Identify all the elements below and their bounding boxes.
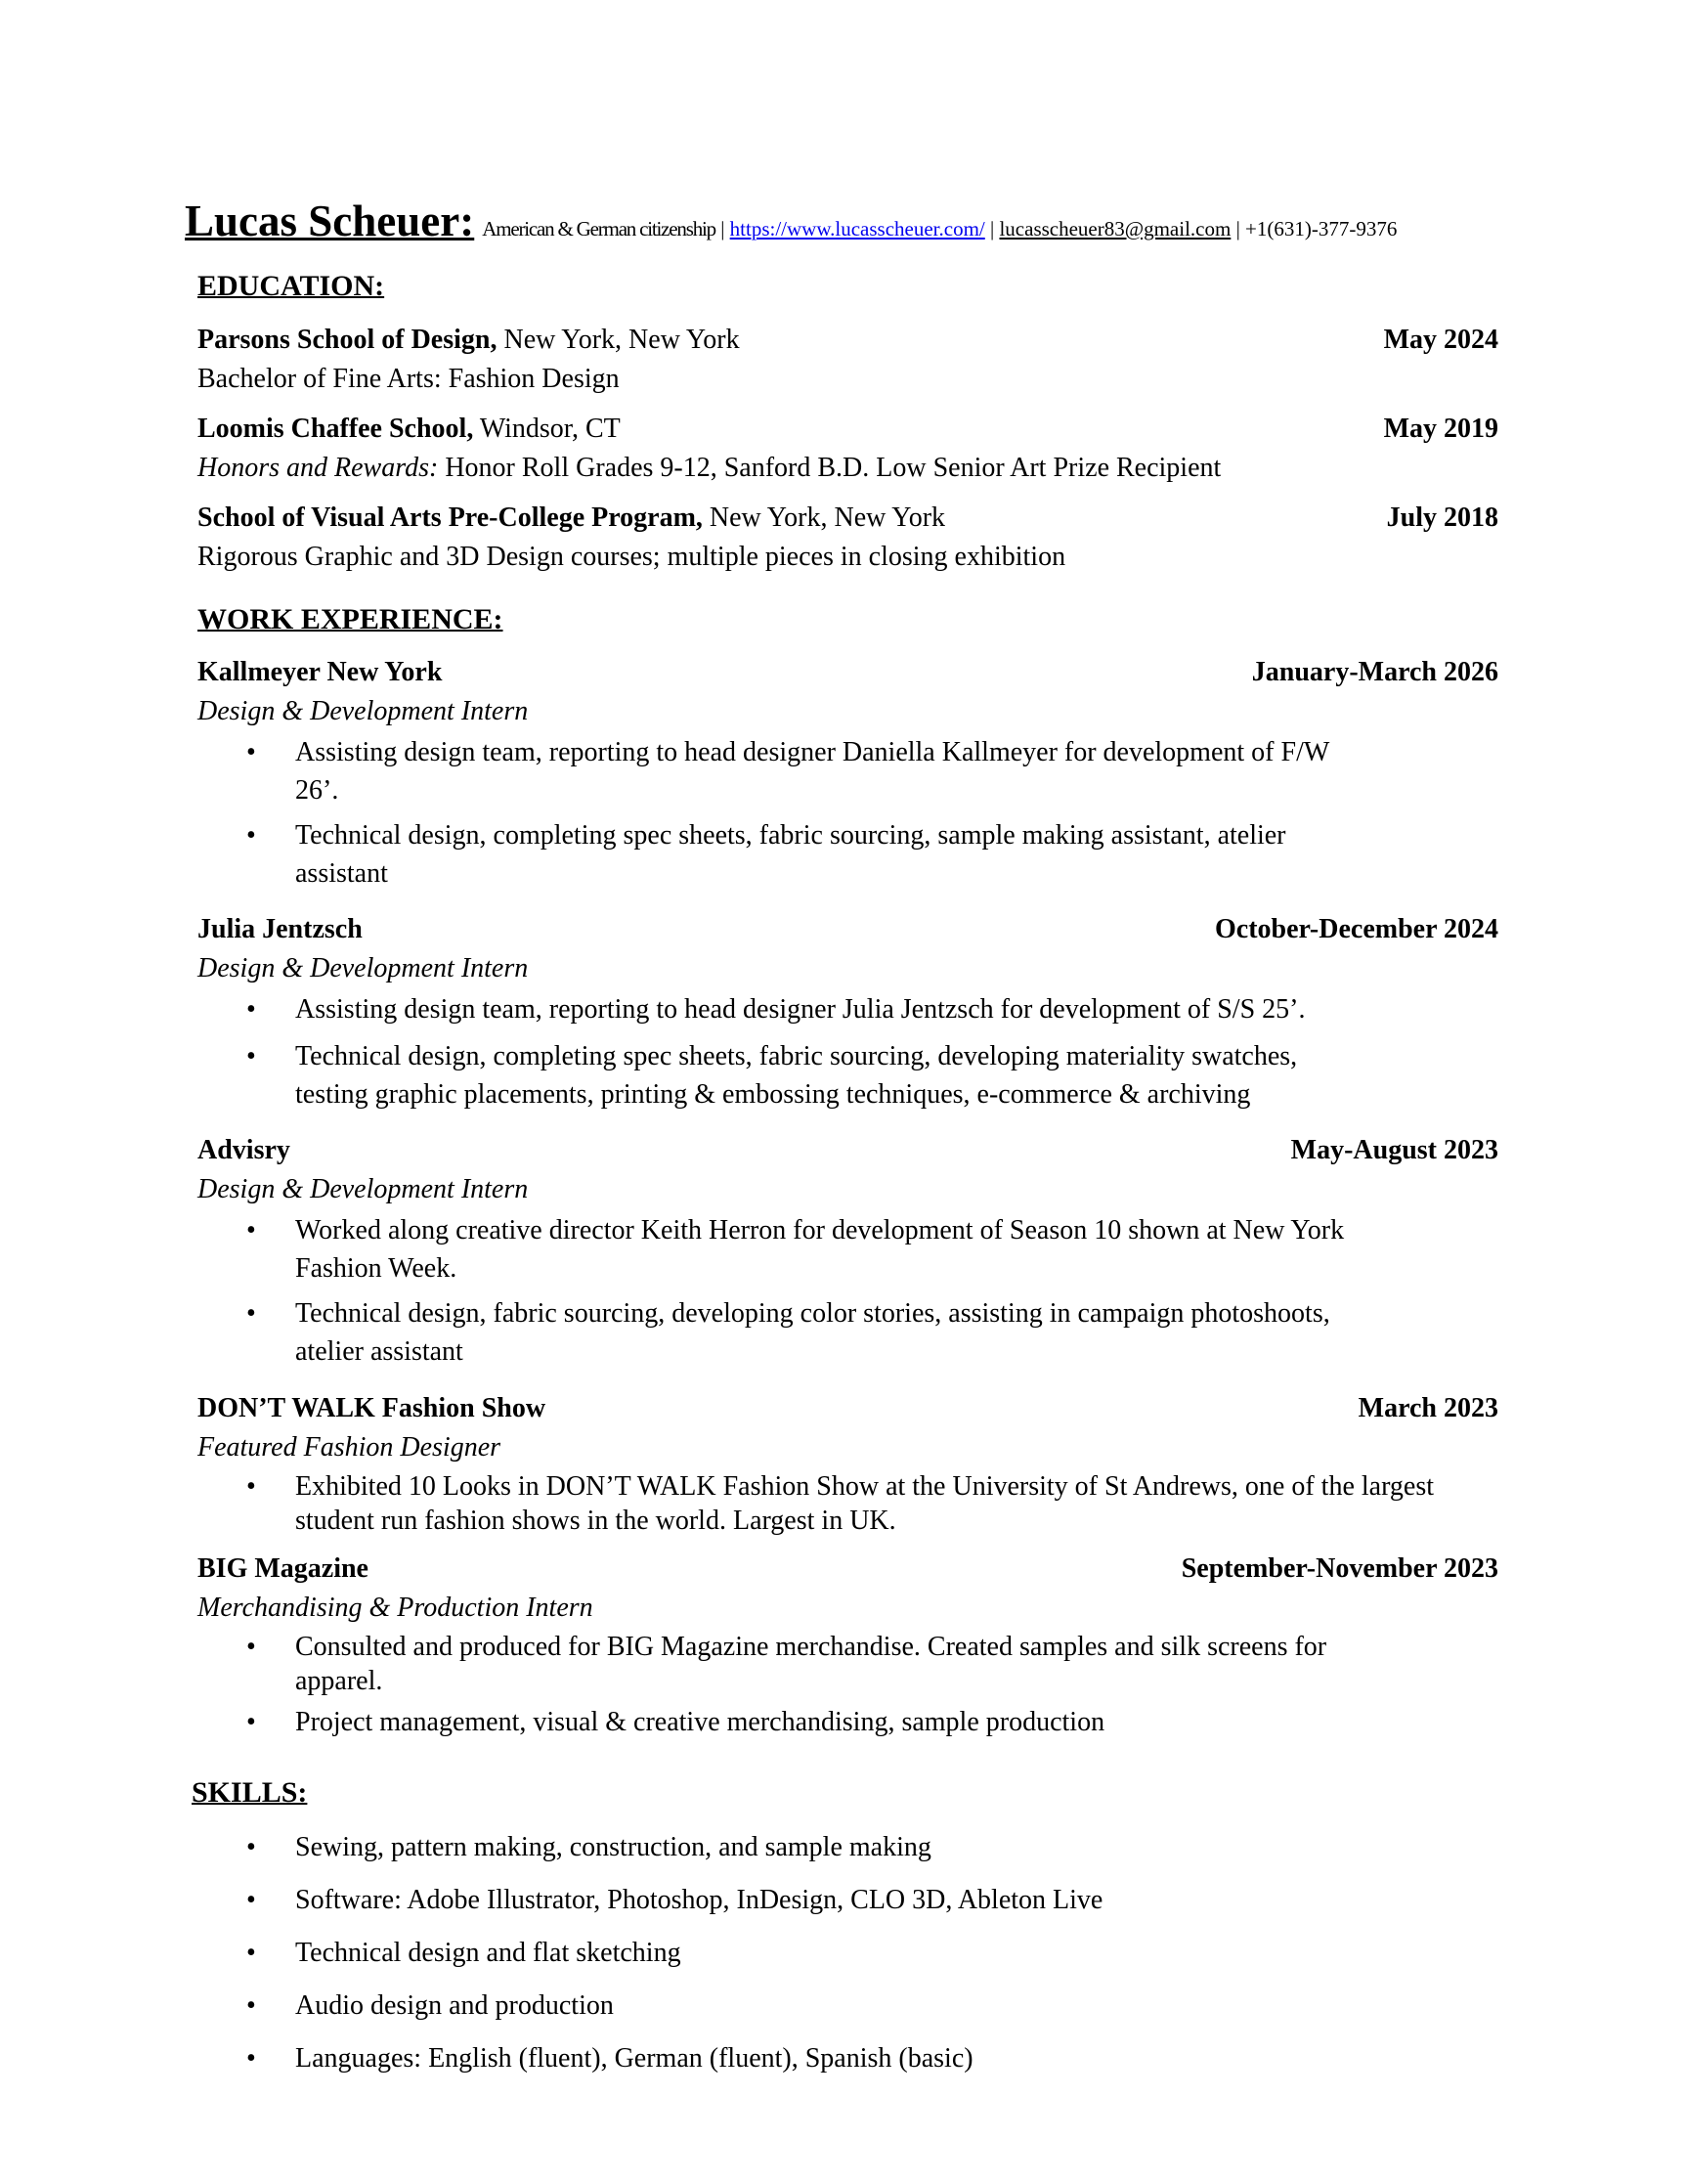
citizenship: American & German citizenship: [482, 217, 715, 240]
school-name: Parsons School of Design,: [197, 325, 497, 355]
work-experience-heading: WORK EXPERIENCE:: [197, 603, 503, 635]
candidate-name: Lucas Scheuer:: [185, 197, 475, 245]
bullet-icon: •: [246, 1990, 256, 2021]
education-item: [197, 410, 1498, 488]
job-role: Merchandising & Production Intern: [197, 1593, 593, 1623]
education-date: May 2024: [1383, 325, 1498, 355]
job-role: Design & Development Intern: [197, 1174, 529, 1204]
separator: |: [714, 217, 730, 240]
job-bullet: • Worked along creative director Keith Herron for development of Season 10 shown at New York Fashion Week.: [197, 1211, 1498, 1288]
job-role: Featured Fashion Designer: [197, 1432, 501, 1463]
company-name: Kallmeyer New York: [197, 657, 443, 687]
separator: |: [984, 217, 1000, 240]
education-detail: Rigorous Graphic and 3D Design courses; multiple pieces in closing exhibition: [197, 542, 1066, 572]
bullet-icon: •: [246, 1471, 256, 1502]
separator: |: [1231, 217, 1246, 240]
job-bullet: • Assisting design team, reporting to head designer Julia Jentzsch for development of S/S 25’.: [197, 990, 1498, 1028]
education-item: [197, 499, 1498, 577]
job-bullet: • Technical design, completing spec sheets, fabric sourcing, developing materiality swatches, testing graphic placements, printing & embossing techniques, e-commerce & archiving: [197, 1037, 1498, 1114]
job-bullet: • Consulted and produced for BIG Magazine merchandise. Created samples and silk screens for apparel.: [246, 1632, 1327, 1696]
phone-number: +1(631)-377-9376: [1245, 217, 1398, 240]
skill-item: • Languages: English (fluent), German (fluent), Spanish (basic): [197, 2039, 1498, 2077]
job-entry: [197, 1131, 1498, 1371]
job-bullet: • Technical design, fabric sourcing, developing color stories, assisting in campaign photoshoots, atelier assistant: [197, 1294, 1498, 1371]
job-bullet: • Exhibited 10 Looks in DON’T WALK Fashion Show at the University of St Andrews, one of the largest student run fashion shows in the world. Largest in UK.: [246, 1471, 1434, 1536]
education-item: [197, 321, 1498, 399]
contact-line: [482, 217, 1397, 240]
resume-header: [185, 196, 1397, 246]
job-date: September-November 2023: [1181, 1553, 1498, 1584]
job-bullet: • Assisting design team, reporting to head designer Daniella Kallmeyer for development of F/W 26’.: [197, 733, 1498, 809]
company-name: Julia Jentzsch: [197, 914, 363, 944]
website-link[interactable]: https://www.lucasscheuer.com/: [729, 217, 985, 240]
bullet-icon: •: [246, 1298, 256, 1329]
job-entry: [197, 653, 1498, 893]
skills-heading: SKILLS:: [192, 1776, 308, 1809]
job-bullet: • Project management, visual & creative merchandising, sample production: [246, 1707, 1105, 1737]
skill-item: • Audio design and production: [197, 1987, 1498, 2025]
bullet-icon: •: [246, 737, 256, 767]
bullet-icon: •: [246, 1707, 256, 1737]
job-date: March 2023: [1358, 1393, 1498, 1423]
job-role: Design & Development Intern: [197, 696, 529, 726]
skill-item: • Technical design and flat sketching: [197, 1934, 1498, 1972]
bullet-icon: •: [246, 2043, 256, 2074]
school-name: Loomis Chaffee School,: [197, 414, 474, 444]
skill-item: • Sewing, pattern making, construction, and sample making: [197, 1828, 1498, 1866]
bullet-icon: •: [246, 994, 256, 1025]
bullet-icon: •: [246, 1832, 256, 1862]
job-date: May-August 2023: [1290, 1135, 1498, 1165]
education-detail: Honor Roll Grades 9-12, Sanford B.D. Low Senior Art Prize Recipient: [438, 453, 1222, 483]
company-name: DON’T WALK Fashion Show: [197, 1393, 546, 1423]
job-date: October-December 2024: [1215, 914, 1498, 944]
skill-item: • Software: Adobe Illustrator, Photoshop, InDesign, CLO 3D, Ableton Live: [197, 1881, 1498, 1919]
school-location: New York, New York: [702, 502, 946, 533]
bullet-icon: •: [246, 1632, 256, 1662]
education-heading: EDUCATION:: [197, 270, 385, 302]
education-date: May 2019: [1383, 414, 1498, 444]
education-detail: Bachelor of Fine Arts: Fashion Design: [197, 364, 620, 394]
company-name: Advisry: [197, 1135, 290, 1165]
bullet-icon: •: [246, 1938, 256, 1968]
bullet-icon: •: [246, 1885, 256, 1915]
skills-list: [197, 1828, 1498, 2077]
bullet-icon: •: [246, 820, 256, 851]
job-role: Design & Development Intern: [197, 953, 529, 983]
education-date: July 2018: [1386, 502, 1498, 533]
job-entry: [197, 1389, 1498, 1538]
bullet-icon: •: [246, 1215, 256, 1245]
email-link[interactable]: lucasscheuer83@gmail.com: [999, 217, 1232, 240]
school-location: New York, New York: [497, 325, 740, 355]
company-name: BIG Magazine: [197, 1553, 368, 1584]
job-entry: [197, 1550, 1498, 1739]
education-detail-label: Honors and Rewards:: [197, 453, 439, 483]
job-entry: [197, 910, 1498, 1114]
job-bullet: • Technical design, completing spec sheets, fabric sourcing, sample making assistant, atelier assistant: [197, 816, 1498, 893]
school-location: Windsor, CT: [473, 414, 621, 444]
job-date: January-March 2026: [1251, 657, 1498, 687]
school-name: School of Visual Arts Pre-College Program,: [197, 502, 703, 533]
bullet-icon: •: [246, 1041, 256, 1071]
